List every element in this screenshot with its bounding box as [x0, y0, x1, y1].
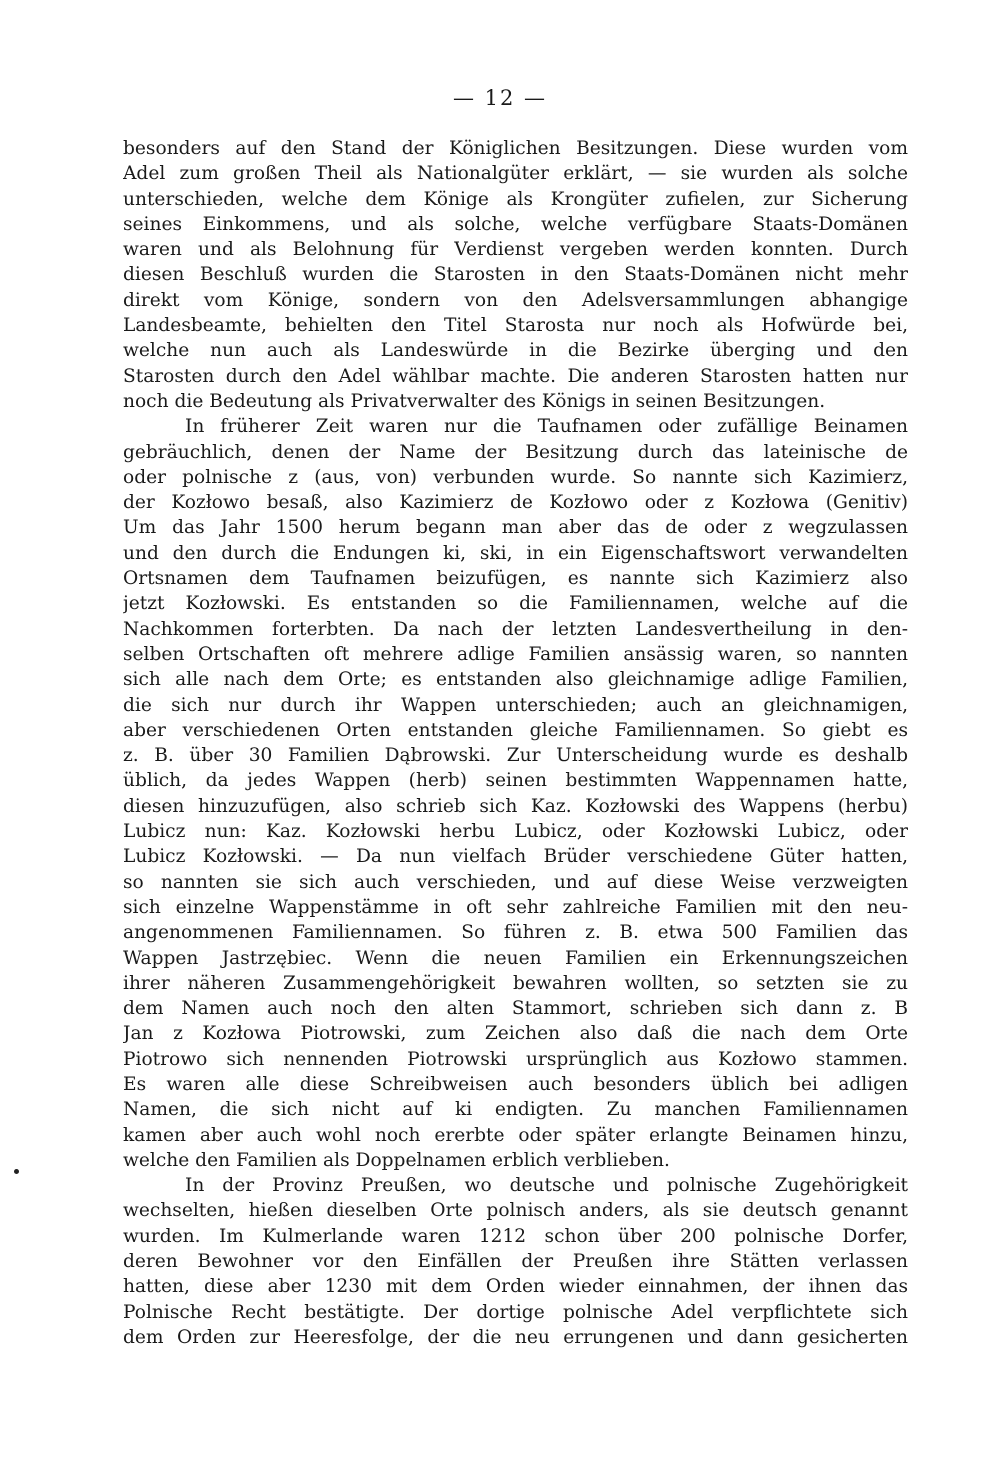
text-line: Landesbeamte, behielten den Titel Starosta nur noch als Hofwürde bei,	[123, 315, 908, 337]
text-line: diesen hinzuzufügen, also schrieb sich Kaz. Kozłowski des Wappens (herbu)	[123, 795, 908, 817]
text-line: In früherer Zeit waren nur die Taufnamen oder zufällige Beinamen	[185, 416, 908, 438]
text-line: unterschieden, welche dem Könige als Krongüter zufielen, zur Sicherung	[123, 188, 908, 210]
text-line: dem Orden zur Heeresfolge, der die neu errungenen und dann gesicherten	[123, 1326, 908, 1348]
margin-dot	[14, 1169, 19, 1174]
text-line: oder polnische z (aus, von) verbunden wurde. So nannte sich Kazimierz,	[123, 466, 908, 488]
text-line: Namen, die sich nicht auf ki endigten. Zu manchen Familiennamen	[123, 1099, 908, 1121]
text-line: Jan z Kozłowa Piotrowski, zum Zeichen also daß die nach dem Orte	[123, 1023, 908, 1045]
text-line: so nannten sie sich auch verschieden, und auf diese Weise verzweigten	[123, 871, 908, 893]
text-line: Starosten durch den Adel wählbar machte. Die anderen Starosten hatten nur	[123, 365, 908, 387]
text-line: jetzt Kozłowski. Es entstanden so die Familiennamen, welche auf die	[123, 593, 908, 615]
body-text	[123, 136, 908, 1350]
text-line: Lubicz Kozłowski. — Da nun vielfach Brüder verschiedene Güter hatten,	[123, 846, 908, 868]
text-line: seines Einkommens, und als solche, welche verfügbare Staats-Domänen	[123, 213, 908, 235]
text-line: hatten, diese aber 1230 mit dem Orden wieder einnahmen, der ihnen das	[123, 1276, 908, 1298]
text-line: die sich nur durch ihr Wappen unterschieden; auch an gleichnamigen,	[123, 694, 908, 716]
text-line: direkt vom Könige, sondern von den Adelsversammlungen abhangige	[123, 289, 908, 311]
text-line: noch die Bedeutung als Privatverwalter des Königs in seinen Besitzungen.	[123, 390, 826, 412]
text-line: In der Provinz Preußen, wo deutsche und polnische Zugehörigkeit	[185, 1175, 908, 1197]
text-line: kamen aber auch wohl noch ererbte oder später erlangte Beinamen hinzu,	[123, 1124, 908, 1146]
text-line: dem Namen auch noch den alten Stammort, schrieben sich dann z. B	[123, 998, 908, 1020]
text-line: wechselten, hießen dieselben Orte polnisch anders, als sie deutsch genannt	[123, 1200, 908, 1222]
text-line: Piotrowo sich nennenden Piotrowski ursprünglich aus Kozłowo stammen.	[123, 1048, 908, 1070]
text-line: aber verschiedenen Orten entstanden gleiche Familiennamen. So giebt es	[123, 719, 908, 741]
text-line: Nachkommen forterbten. Da nach der letzten Landesvertheilung in den-	[123, 618, 908, 640]
text-line: und den durch die Endungen ki, ski, in ein Eigenschaftswort verwandelten	[123, 542, 908, 564]
text-line: Ortsnamen dem Taufnamen beizufügen, es nannte sich Kazimierz also	[123, 568, 908, 590]
text-line: der Kozłowo besaß, also Kazimierz de Kozłowo oder z Kozłowa (Genitiv)	[123, 492, 908, 514]
text-line: Es waren alle diese Schreibweisen auch besonders üblich bei adligen	[123, 1073, 908, 1095]
text-line: z. B. über 30 Familien Dąbrowski. Zur Unterscheidung wurde es deshalb	[123, 745, 908, 767]
text-line: Polnische Recht bestätigte. Der dortige polnische Adel verpflichtete sich	[123, 1301, 908, 1323]
text-line: Lubicz nun: Kaz. Kozłowski herbu Lubicz, oder Kozłowski Lubicz, oder	[123, 821, 908, 843]
text-line: üblich, da jedes Wappen (herb) seinen bestimmten Wappennamen hatte,	[123, 770, 908, 792]
text-line: besonders auf den Stand der Königlichen Besitzungen. Diese wurden vom	[123, 138, 908, 159]
page-number: — 12 —	[452, 86, 548, 110]
text-line: sich alle nach dem Orte; es entstanden also gleichnamige adlige Familien,	[123, 669, 908, 691]
text-line: waren und als Belohnung für Verdienst vergeben werden konnten. Durch	[123, 239, 908, 261]
text-line: deren Bewohner vor den Einfällen der Preußen ihre Stätten verlassen	[123, 1251, 908, 1273]
text-line: welche den Familien als Doppelnamen erblich verblieben.	[123, 1149, 670, 1171]
text-line: gebräuchlich, denen der Name der Besitzung durch das lateinische de	[123, 441, 908, 463]
text-line: sich einzelne Wappenstämme in oft sehr zahlreiche Familien mit den neu-	[123, 896, 908, 918]
text-line: ihrer näheren Zusammengehörigkeit bewahren wollten, so setzten sie zu	[123, 972, 908, 994]
text-line: Um das Jahr 1500 herum begann man aber das de oder z wegzulassen	[123, 517, 908, 539]
text-line: wurden. Im Kulmerlande waren 1212 schon über 200 polnische Dorfer,	[123, 1225, 908, 1247]
text-line: selben Ortschaften oft mehrere adlige Familien ansässig waren, so nannten	[123, 643, 908, 665]
text-line: welche nun auch als Landeswürde in die Bezirke überging und den	[123, 340, 908, 362]
text-line: Adel zum großen Theil als Nationalgüter erklärt, — sie wurden als solche	[123, 163, 908, 185]
text-line: Wappen Jastrzębiec. Wenn die neuen Familien ein Erkennungszeichen	[123, 947, 908, 969]
text-line: angenommenen Familiennamen. So führen z. B. etwa 500 Familien das	[123, 922, 908, 944]
text-line: diesen Beschluß wurden die Starosten in den Staats-Domänen nicht mehr	[123, 264, 908, 286]
